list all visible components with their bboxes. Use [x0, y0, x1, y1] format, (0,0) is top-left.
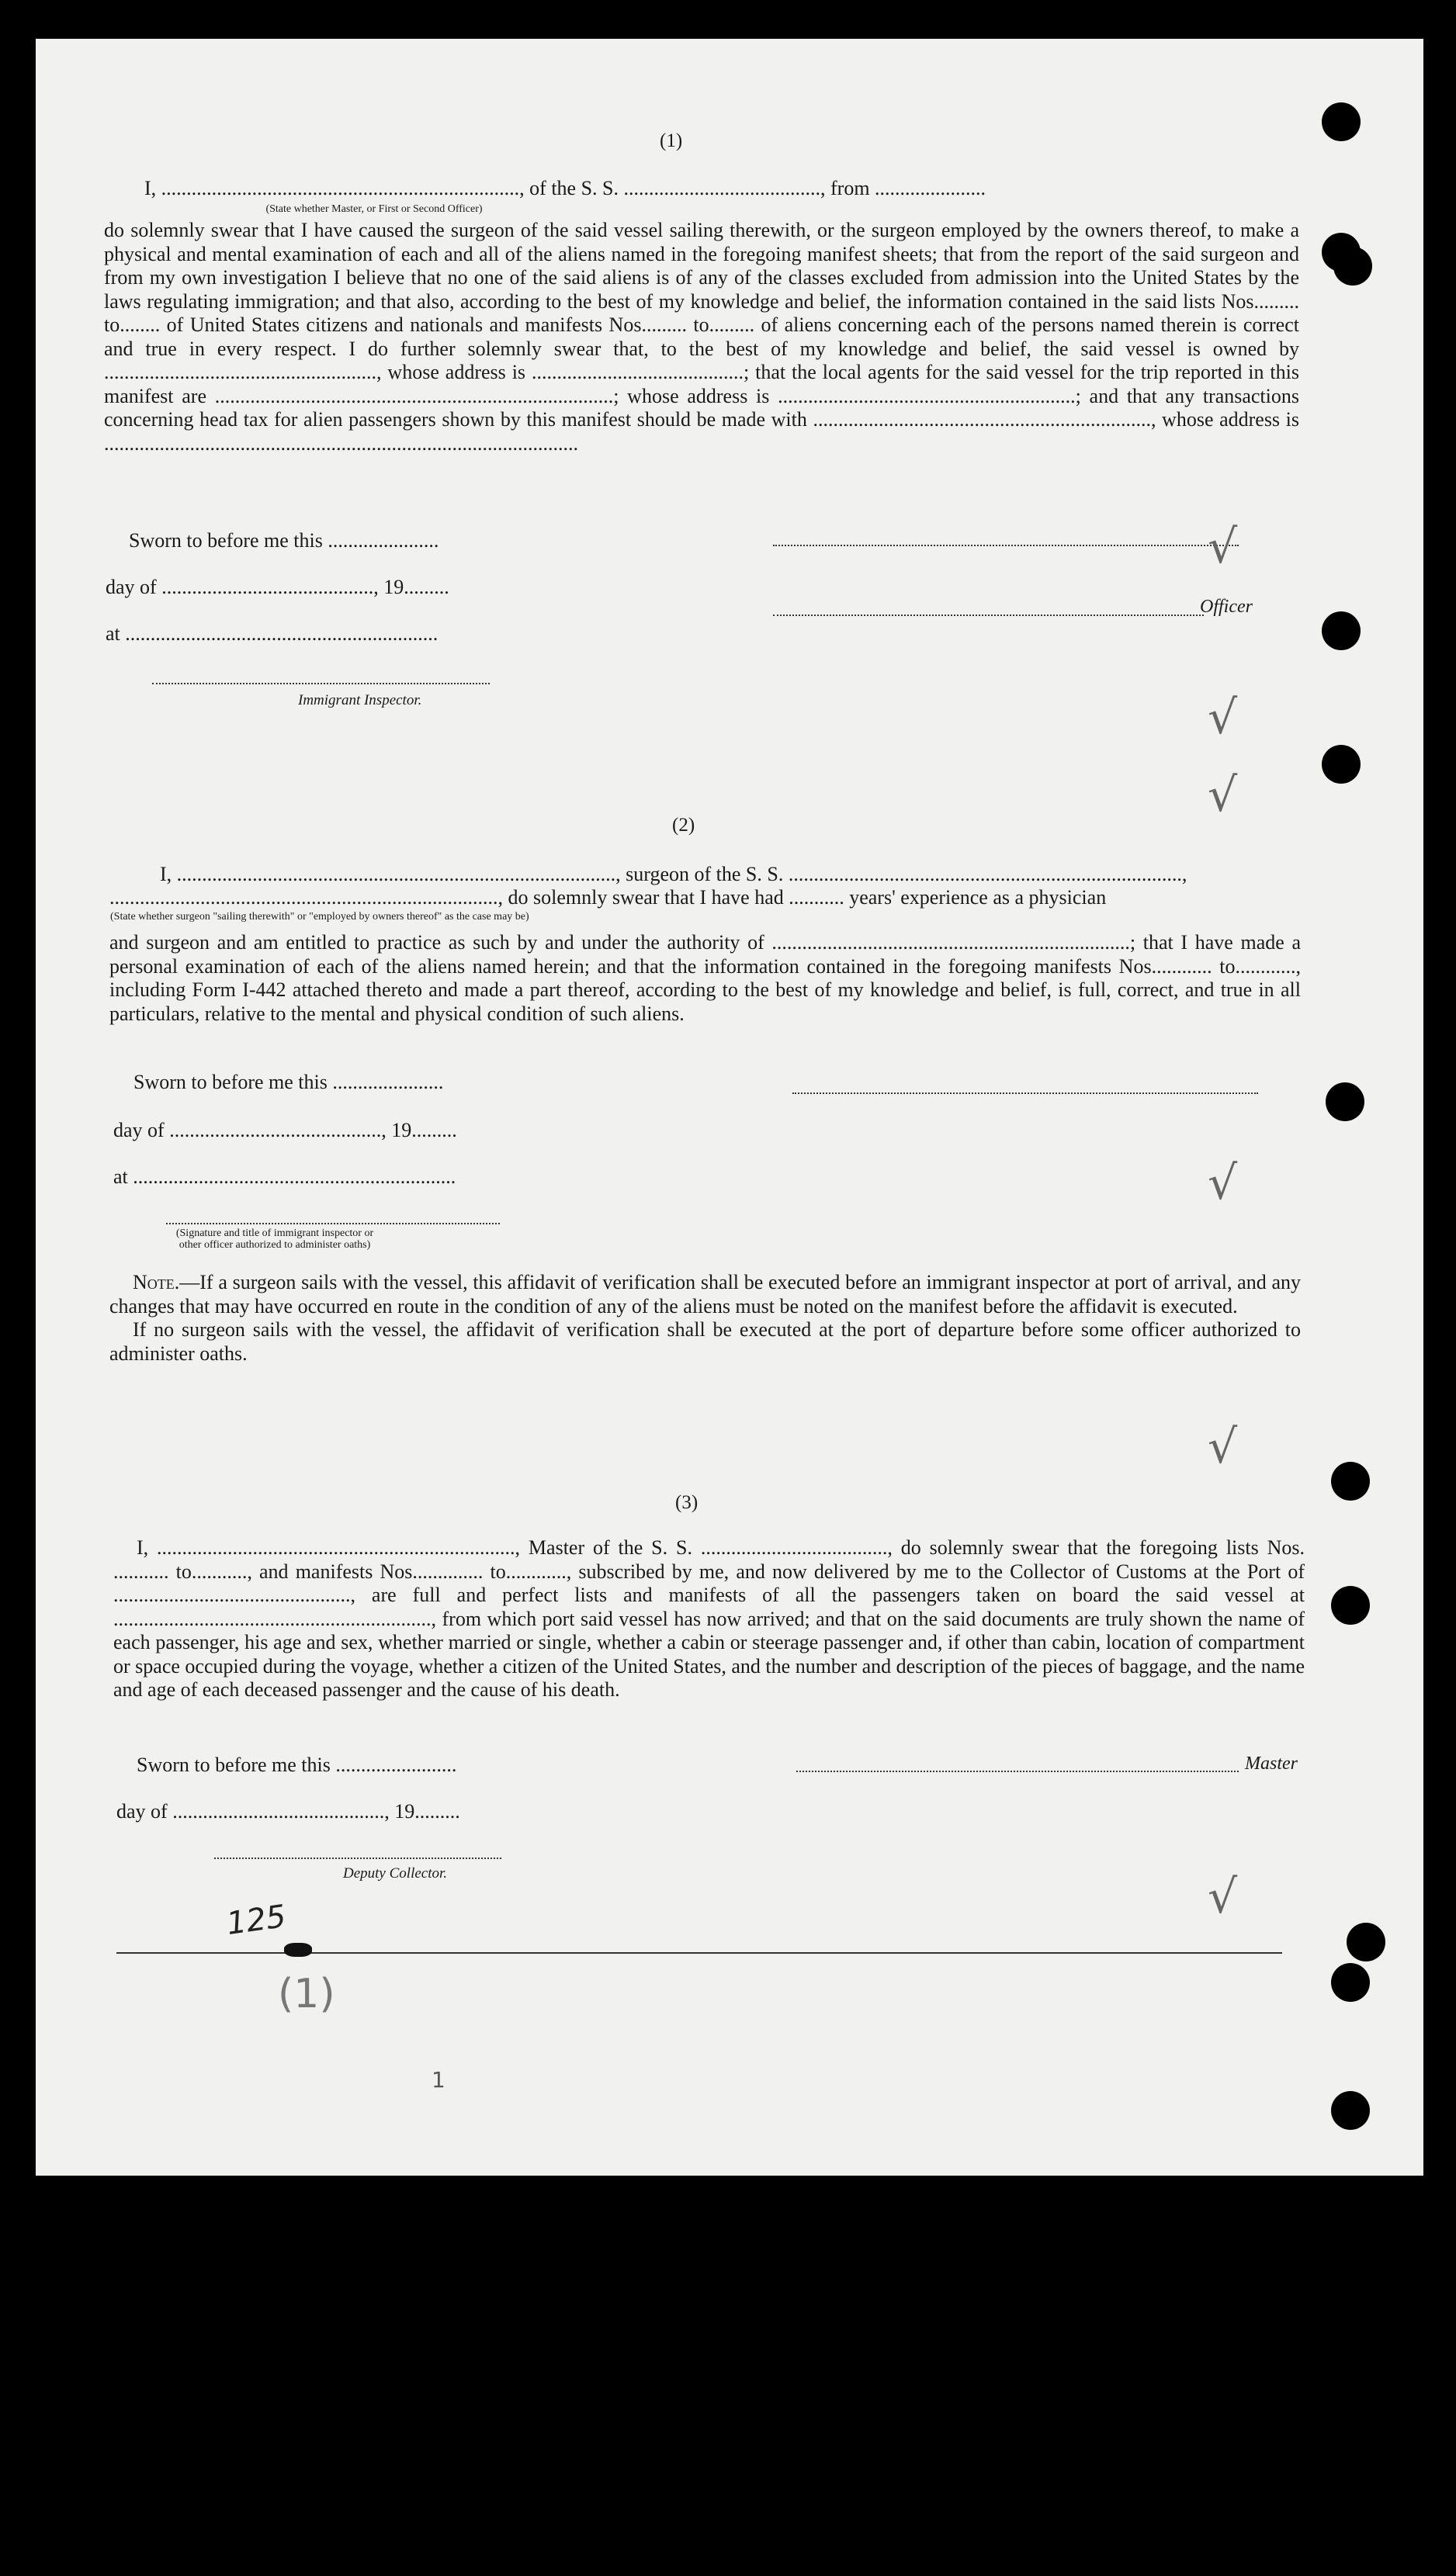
note-lead: Note.	[133, 1271, 180, 1293]
note-1-text: —If a surgeon sails with the vessel, this affidavit of verification shall be executed before an immigrant inspector at port of arrival, and any changes that may have occurred en route in the condition of any of the aliens must be noted on the manifest before the affidavit is executed.	[109, 1271, 1301, 1317]
section-2-text: and surgeon and am entitled to practice as such by and under the authority of .......................................................................; that I have made a personal examination of each of the aliens named herein; and that the information contained in the foregoing manifests Nos............ to............, including Form I-442 attached thereto and made a part thereof, according to the best of my knowledge and belief, is full, correct, and true in all particulars, relative to the mental and physical condition of such aliens.	[109, 931, 1301, 1025]
document-sheet	[36, 39, 1423, 2176]
section-3-master-label: Master	[1245, 1754, 1298, 1774]
section-1-inspector-signature-line	[152, 683, 490, 684]
section-2-signature-line	[792, 1092, 1258, 1094]
section-3-number: (3)	[675, 1492, 699, 1513]
section-3-collector-label: Deputy Collector.	[343, 1865, 448, 1882]
punch-hole	[1322, 745, 1361, 784]
punch-hole	[1331, 1963, 1370, 2002]
section-1-officer-note: (State whether Master, or First or Second Officer)	[265, 203, 483, 215]
section-2-paragraph	[109, 931, 1301, 1026]
punch-hole	[1331, 1586, 1370, 1625]
punch-hole	[1347, 1923, 1385, 1961]
section-3-sworn: Sworn to before me this ........................	[137, 1754, 457, 1776]
section-1-sworn: Sworn to before me this ......................	[129, 529, 439, 552]
section-3-text: I, ......................................................................., Master of the S. S. ....................................., do solemnly swear that the foregoing lists Nos. ........... to..........., and manifests Nos.............. to............, subscribed by me, and now delivered by me to the Collector of Customs at the Port of ..............................................., are full and perfect lists and manifests of all the passengers taken on board the said vessel at ..............................................................., from which port said vessel has now arrived; and that on the said documents are truly shown the name of each passenger, his age and sex, whether married or single, whether a cabin or steerage passenger and, if other than cabin, location of compartment or space occupied during the voyage, whether a citizen of the United States, and the number and description of the pieces of baggage, and the name and age of each deceased passenger and the cause of his death.	[113, 1536, 1305, 1701]
stamp-blot	[284, 1943, 312, 1957]
handwritten-number: 125	[224, 1898, 289, 1943]
section-1-paragraph	[104, 219, 1299, 455]
punch-hole	[1331, 2091, 1370, 2130]
section-1-day: day of .........................................., 19.........	[106, 576, 449, 598]
check-mark: √	[1208, 520, 1238, 574]
section-1-officer-label: Officer	[1200, 597, 1253, 617]
section-2-line1: I, ......................................................................................., surgeon of the S. S. ..............................................................................,	[160, 863, 1187, 885]
section-1-oath-header: I, ......................................................................., of the S. S. ......................................., from ......................	[144, 177, 986, 199]
section-1-text: do solemnly swear that I have caused the surgeon of the said vessel sailing therewith, or the surgeon employed by the owners thereof, to make a physical and mental examination of each and all of the aliens named in the foregoing manifest sheets; that from the report of the said surgeon and from my own investigation I believe that no one of the said aliens is of any of the classes excluded from admission into the United States by the laws regulating immigration; and that also, according to the best of my knowledge and belief, the information contained in the said lists Nos......... to........ of United States citizens and nationals and manifests Nos......... to......... of aliens concerning each of the persons named therein is correct and true in every respect. I do further solemnly swear that, to the best of my knowledge and belief, the said vessel is owned by ......................................................, whose address is ..........................................; that the local agents for the said vessel for the trip reported in this manifest are ...............................................................................; whose address is ...........................................................; and that any transactions concerning head tax for alien passengers shown by this manifest should be made with ..................................................................., whose address is ..............................................................................................	[104, 219, 1299, 455]
section-2-notes	[109, 1271, 1301, 1366]
check-mark: √	[1208, 691, 1238, 745]
section-2-day: day of .........................................., 19.........	[113, 1119, 457, 1141]
section-2-sworn: Sworn to before me this ......................	[133, 1071, 444, 1093]
section-3-master-signature-line	[796, 1771, 1239, 1772]
punch-hole	[1326, 1082, 1364, 1121]
section-2-at: at ................................................................	[113, 1165, 456, 1188]
section-2-inspector-signature-line	[166, 1223, 500, 1224]
section-1-signature-line-a	[773, 545, 1239, 546]
note-2-text: If no surgeon sails with the vessel, the affidavit of verification shall be executed at the port of departure before some officer authorized to administer oaths.	[109, 1318, 1301, 1365]
punch-hole	[1322, 611, 1361, 650]
section-3-collector-signature-line	[214, 1858, 501, 1859]
section-2-surgeon-note: (State whether surgeon "sailing therewith" or "employed by owners thereof" as the case may be)	[110, 911, 529, 923]
section-2-number: (2)	[672, 815, 695, 836]
check-mark: √	[1208, 768, 1238, 822]
punch-hole	[1331, 1462, 1370, 1501]
punch-hole	[1322, 102, 1361, 141]
check-mark: √	[1208, 1420, 1238, 1474]
section-2-signature-note: (Signature and title of immigrant inspector or other officer authorized to administer oaths)	[175, 1227, 374, 1251]
footer-scrawl: 1	[432, 2067, 445, 2093]
check-mark: √	[1208, 1870, 1238, 1924]
section-1-at: at ..............................................................	[106, 622, 439, 645]
section-3-day: day of .........................................., 19.........	[116, 1800, 460, 1823]
punch-hole	[1333, 247, 1372, 286]
section-3-paragraph	[113, 1536, 1305, 1702]
section-1-number: (1)	[660, 130, 683, 151]
margin-mark: (1)	[278, 1971, 335, 2017]
section-2-line2: ............................................................................., do solemnly swear that I have had ........... years' experience as a physician	[109, 886, 1107, 909]
section-1-signature-line-b	[773, 615, 1204, 616]
check-mark: √	[1208, 1156, 1238, 1210]
section-1-inspector-label: Immigrant Inspector.	[298, 692, 422, 708]
